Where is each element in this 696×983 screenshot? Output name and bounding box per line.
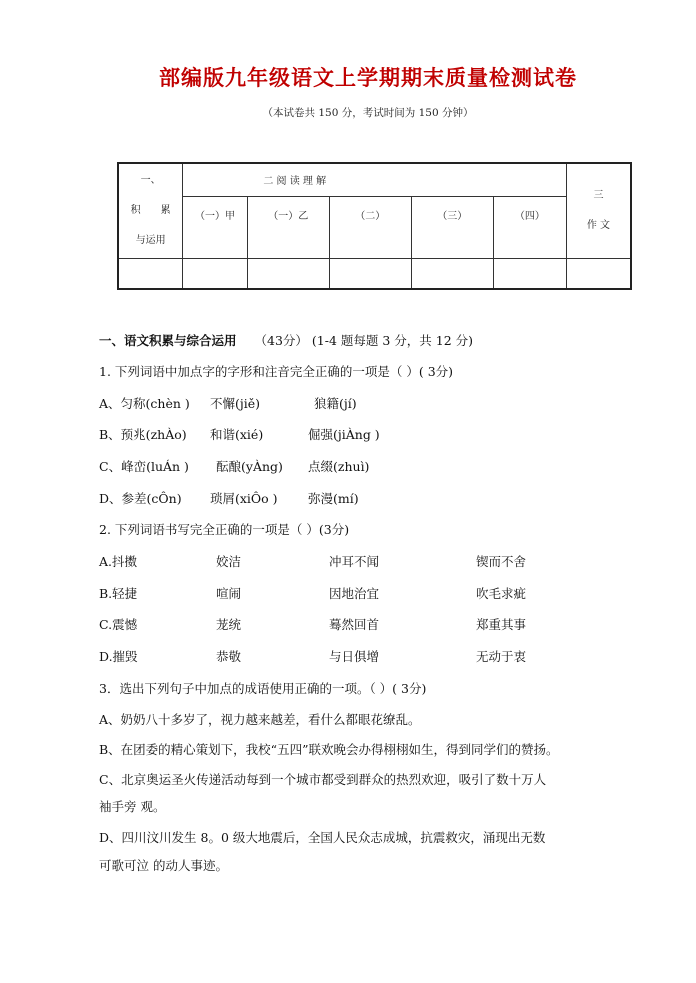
page-subtitle: （本试卷共 150 分，考试时间为 150 分钟） xyxy=(262,107,474,119)
score-cell-2 xyxy=(183,258,247,289)
q2-c-1: C.震憾 xyxy=(99,617,138,632)
q1-option-c-2: 酝酿(yÀng) xyxy=(216,459,283,474)
q1-option-a-2: 不懈(jiě) xyxy=(210,396,261,411)
score-col3-header xyxy=(566,163,631,258)
section-points: （43分） xyxy=(254,333,308,348)
q3-option-c-line1: C、北京奥运圣火传递活动每到一个城市都受到群众的热烈欢迎，吸引了数十万人 xyxy=(99,772,547,787)
score-cell-7 xyxy=(566,258,631,289)
q3-stem: 3．选出下列句子中加点的成语使用正确的一项。（ ）( 3分) xyxy=(99,681,427,696)
q1-option-c-1: C、峰峦(luÁn ) xyxy=(99,459,189,474)
score-col1-header xyxy=(118,163,183,258)
score-col1-mid: 积 累 xyxy=(130,204,171,216)
q2-a-1: A.抖擞 xyxy=(99,554,138,569)
q2-b-1: B.轻捷 xyxy=(99,586,138,601)
q1-option-b-3: 倔强(jiÀng ) xyxy=(308,427,380,442)
score-col3-bot: 作 文 xyxy=(586,219,611,231)
score-cell-5 xyxy=(411,258,493,289)
q2-c-4: 郑重其事 xyxy=(476,617,527,632)
reading-col-2: （一）乙 xyxy=(247,196,329,258)
q2-a-4: 锲而不舍 xyxy=(476,554,527,569)
q1-option-a-1: A、匀称(chèn ) xyxy=(99,396,190,411)
q3-option-d-line1: D、四川汶川发生 8。0 级大地震后，全国人民众志成城，抗震救灾，涌现出无数 xyxy=(99,830,546,845)
q1-option-b-2: 和谐(xié) xyxy=(210,427,264,442)
q2-a-3: 冲耳不闻 xyxy=(329,554,380,569)
score-col3-top: 三 xyxy=(593,189,604,201)
page-title: 部编版九年级语文上学期期末质量检测试卷 xyxy=(159,65,577,90)
reading-col-4: （三） xyxy=(411,196,493,258)
q1-option-a-3: 狼籍(jí) xyxy=(314,396,357,411)
score-cell-1 xyxy=(118,258,183,289)
reading-col-5: （四） xyxy=(493,196,566,258)
q2-d-1: D.摧毁 xyxy=(99,649,138,664)
reading-col-1: （一）甲 xyxy=(183,196,247,258)
q3-option-a: A、奶奶八十多岁了，视力越来越差，看什么都眼花缭乱。 xyxy=(99,712,421,727)
q3-option-b: B、在团委的精心策划下，我校“五四”联欢晚会办得栩栩如生，得到同学们的赞扬。 xyxy=(99,742,559,757)
q3-option-d-line2: 可歌可泣 的动人事迹。 xyxy=(99,858,228,873)
q2-b-2: 喧闹 xyxy=(216,586,242,601)
score-cell-6 xyxy=(493,258,566,289)
q3-option-c-line2: 袖手旁 观。 xyxy=(99,799,166,814)
q1-option-c-3: 点缀(zhuì) xyxy=(308,459,370,474)
q2-d-3: 与日俱增 xyxy=(329,649,380,664)
section-note: (1-4 题每题 3 分，共 12 分) xyxy=(311,333,473,348)
score-col1-bot: 与运用 xyxy=(135,234,166,246)
score-cell-4 xyxy=(329,258,411,289)
q1-option-d-3: 弥漫(mí) xyxy=(308,491,359,506)
q2-d-2: 恭敬 xyxy=(216,649,242,664)
q1-option-d-2: 琐屑(xiÔo ) xyxy=(210,491,278,506)
q2-a-2: 姣洁 xyxy=(216,554,242,569)
reading-col-3: （二） xyxy=(329,196,411,258)
q2-c-2: 茏统 xyxy=(216,617,242,632)
score-cell-3 xyxy=(247,258,329,289)
q2-c-3: 蓦然回首 xyxy=(329,617,380,632)
score-col1-top: 一、 xyxy=(140,174,161,186)
q1-option-d-1: D、参差(cÔn) xyxy=(99,491,182,506)
score-table xyxy=(117,162,632,290)
q2-b-4: 吹毛求疵 xyxy=(476,586,527,601)
q1-stem: 1. 下列词语中加点字的字形和注音完全正确的一项是（ ）( 3分) xyxy=(99,364,454,379)
q2-d-4: 无动于衷 xyxy=(476,649,527,664)
section-title: 一、语文积累与综合运用 xyxy=(99,333,237,348)
reading-header: 二 阅 读 理 解 xyxy=(183,163,567,196)
q2-b-3: 因地治宜 xyxy=(329,586,380,601)
q2-stem: 2. 下列词语书写完全正确的一项是（ ）(3分) xyxy=(99,522,350,537)
section-heading xyxy=(99,331,473,349)
q1-option-b-1: B、预兆(zhÀo) xyxy=(99,427,187,442)
